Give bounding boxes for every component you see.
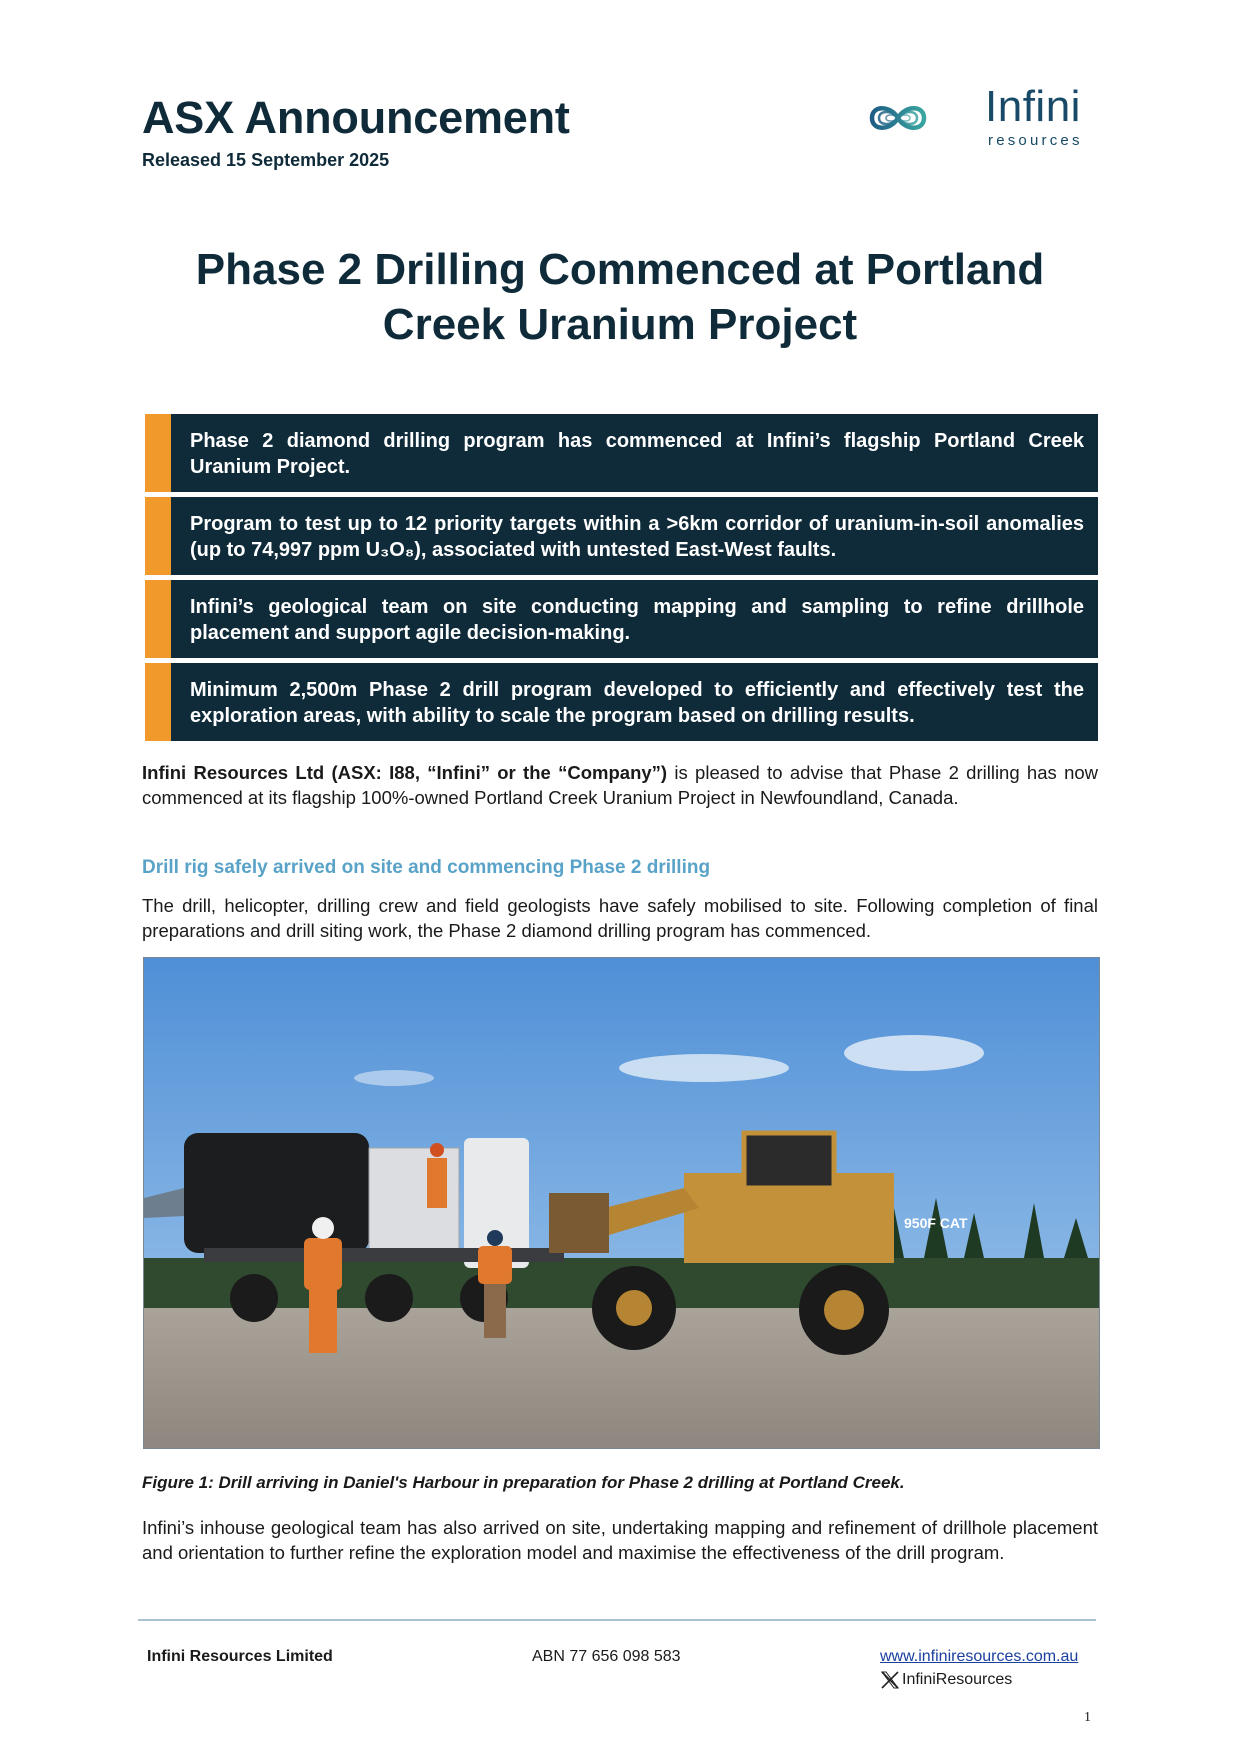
- drill-arrival-photo: [143, 957, 1100, 1449]
- page-number: 1: [1084, 1710, 1091, 1725]
- highlight-text: Phase 2 diamond drilling program has commenced at Infini’s flagship Portland Creek Uranium Project.: [190, 430, 1084, 478]
- intro-paragraph: [142, 760, 1098, 810]
- footer-divider: [138, 1619, 1096, 1621]
- highlight-box-2: [145, 497, 1098, 575]
- footer-website-link[interactable]: www.infiniresources.com.au: [880, 1648, 1079, 1665]
- highlight-accent-bar: [145, 580, 171, 658]
- highlight-text: Minimum 2,500m Phase 2 drill program developed to efficiently and effectively test the exploration areas, with ability to scale the program based on drilling results.: [190, 679, 1084, 727]
- logo-wordmark: Infini: [985, 82, 1081, 131]
- highlight-text: Infini’s geological team on site conducting mapping and sampling to refine drillhole placement and support agile decision-making.: [190, 596, 1084, 644]
- footer-company: Infini Resources Limited: [147, 1648, 333, 1665]
- closing-paragraph: Infini’s inhouse geological team has also arrived on site, undertaking mapping and refinement of drillhole placement and orientation to further refine the exploration model and maximise the effectiveness of the drill program.: [142, 1517, 1098, 1563]
- logo-subtitle: resources: [988, 132, 1083, 149]
- highlight-accent-bar: [145, 497, 171, 575]
- footer-social-handle: InfiniResources: [902, 1671, 1013, 1688]
- x-logo-icon: [880, 1670, 900, 1690]
- page-title: [140, 242, 1100, 352]
- loader-model-label: 950F CAT: [904, 1215, 968, 1231]
- highlight-box-4: [145, 663, 1098, 741]
- announcement-title: ASX Announcement: [142, 92, 570, 143]
- section-paragraph: The drill, helicopter, drilling crew and field geologists have safely mobilised to site. Following completion of final preparations and drill siting work, the Phase 2 diamond drilling program has commenced.: [142, 895, 1098, 941]
- highlight-box-3: [145, 580, 1098, 658]
- highlight-accent-bar: [145, 414, 171, 492]
- footer-abn: ABN 77 656 098 583: [532, 1648, 681, 1665]
- title-line-2: Creek Uranium Project: [382, 300, 858, 349]
- highlight-box-1: [145, 414, 1098, 492]
- photo-illustration: [144, 958, 1099, 1448]
- title-line-1: Phase 2 Drilling Commenced at Portland: [195, 245, 1045, 294]
- footer-social-link[interactable]: [880, 1670, 1012, 1690]
- release-date: Released 15 September 2025: [142, 150, 390, 170]
- figure-caption: Figure 1: Drill arriving in Daniel's Harbour in preparation for Phase 2 drilling at Portland Creek.: [142, 1473, 905, 1492]
- highlight-accent-bar: [145, 663, 171, 741]
- highlight-text: Program to test up to 12 priority targets within a >6km corridor of uranium-in-soil anomalies (up to 74,997 ppm U₃O₈), associated with untested East-West faults.: [190, 513, 1084, 561]
- intro-rest: is pleased to advise that Phase 2 drilling has now commenced at its flagship 100%-owned Portland Creek Uranium Project in Newfoundland, Canada.: [142, 762, 1099, 808]
- section-heading: Drill rig safely arrived on site and commencing Phase 2 drilling: [142, 857, 711, 878]
- intro-bold: Infini Resources Ltd (ASX: I88, “Infini” or the “Company”): [142, 762, 668, 783]
- infinity-loop-logo-icon: [868, 82, 988, 154]
